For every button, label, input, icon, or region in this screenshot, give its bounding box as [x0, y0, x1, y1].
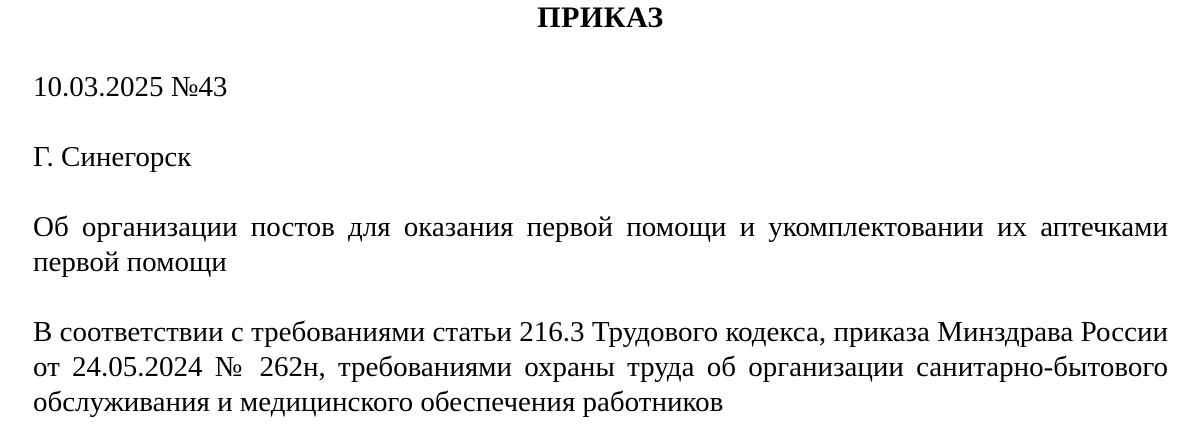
subject-paragraph: Об организации постов для оказания первой помощи и укомплектовании их аптечками первой помощи — [33, 211, 1168, 278]
date-and-number-line: 10.03.2025 №43 — [33, 71, 228, 103]
document-title: ПРИКАЗ — [537, 1, 664, 34]
city-line: Г. Синегорск — [33, 141, 192, 173]
body-paragraph: В соответствии с требованиями статьи 216.3 Трудового кодекса, приказа Минздрава России от 24.05.2024 № 262н, требованиями охраны труда об организации санитарно-бытового обслуживания и медицинского обеспечения работников — [33, 316, 1168, 418]
